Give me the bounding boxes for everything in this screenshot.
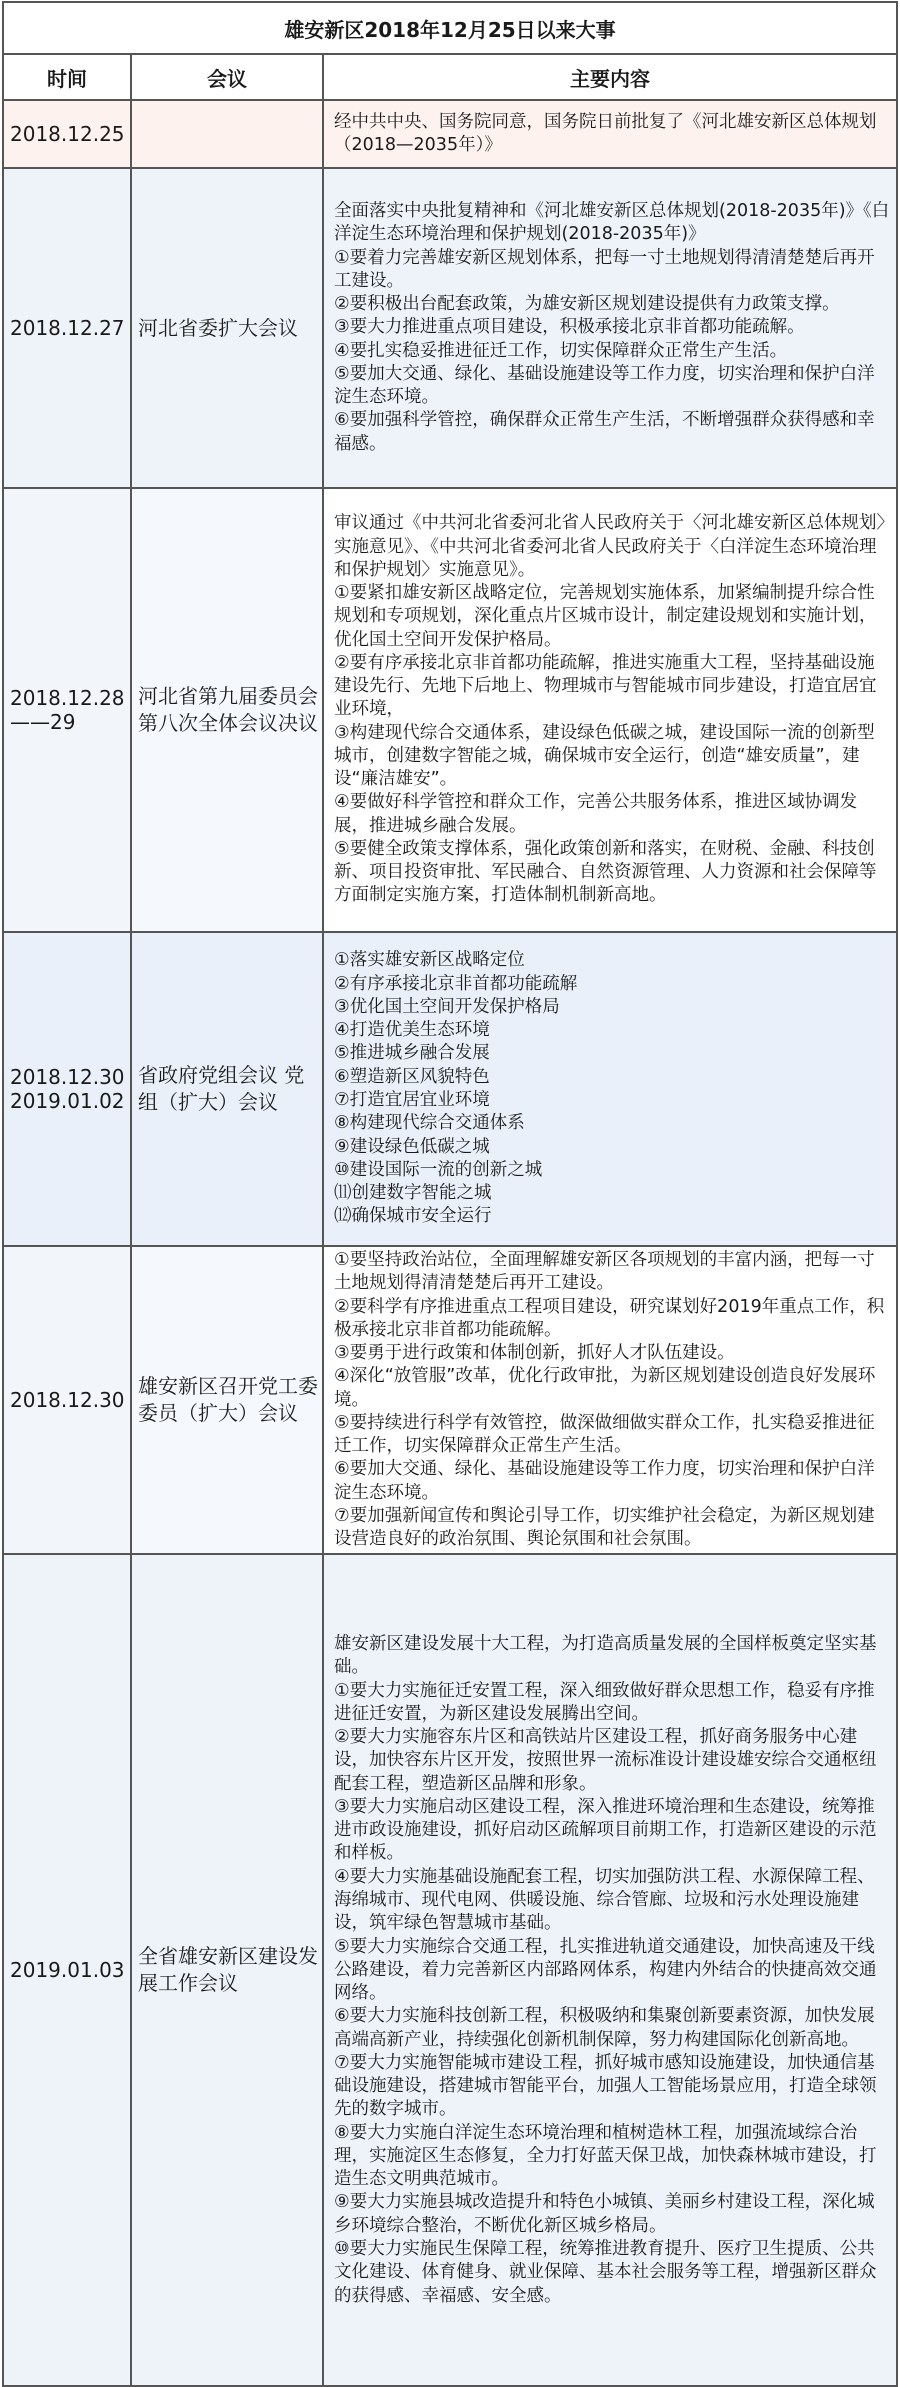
content-line: ③构建现代综合交通体系，建设绿色低碳之城，建设国际一流的创新型城市，创建数字智能之城，确保城市安全运行，创造“雄安质量”，建设“廉洁雄安”。 bbox=[334, 722, 875, 790]
date-cell: 2018.12.30 2019.01.02 bbox=[3, 932, 131, 1246]
content-line: ⑦要大力实施智能城市建设工程，抓好城市感知设施建设，加快通信基础设施建设，搭建城市智能平台，加强人工智能场景应用，打造全球领先的数字城市。 bbox=[334, 2052, 877, 2120]
content-cell bbox=[323, 1246, 897, 1554]
content-line: ②要积极出台配套政策，为雄安新区规划建设提供有力政策支撑。 bbox=[334, 294, 840, 315]
content-line: ①要着力完善雄安新区规划体系，把每一寸土地规划得清清楚楚后再开工建设。 bbox=[334, 247, 875, 291]
header-content: 主要内容 bbox=[323, 54, 897, 100]
content-line: ④打造优美生态环境 bbox=[334, 1020, 490, 1041]
content-line: ⑨建设绿色低碳之城 bbox=[334, 1136, 490, 1157]
meeting-cell bbox=[131, 100, 323, 168]
content-line: ⑨要大力实施县城改造提升和特色小城镇、美丽乡村建设工程，深化城乡环境综合整治，不断优化新区城乡格局。 bbox=[334, 2192, 875, 2236]
content-line: 审议通过《中共河北省委河北省人民政府关于〈河北雄安新区总体规划〉实施意见》、《中共河北省委河北省人民政府关于〈白洋淀生态环境治理和保护规划〉实施意见》。 bbox=[334, 513, 886, 580]
table-title: 雄安新区2018年12月25日以来大事 bbox=[3, 2, 897, 54]
content-line: ④要大力实施基础设施配套工程，切实加强防洪工程、水源保障工程、海绵城市、现代电网、供暖设施、综合管廊、垃圾和污水处理设施建设，筑牢绿色智慧城市基础。 bbox=[334, 1866, 875, 1934]
content-line: ①要大力实施征迁安置工程，深入细致做好群众思想工作，稳妥有序推进征迁安置，为新区建设发展腾出空间。 bbox=[334, 1680, 875, 1724]
content-line: 全面落实中央批复精神和《河北雄安新区总体规划(2018-2035年)》《白洋淀生态环境治理和保护规划(2018-2035年)》 bbox=[334, 201, 890, 245]
content-line: ⑩建设国际一流的创新之城 bbox=[334, 1159, 543, 1180]
content-line: ①落实雄安新区战略定位 bbox=[334, 950, 525, 971]
content-cell bbox=[323, 168, 897, 488]
content-line: ⑤要大力实施综合交通工程，扎实推进轨道交通建设，加快高速及干线公路建设，着力完善新区内部路网体系，构建内外结合的快捷高效交通网络。 bbox=[334, 1936, 877, 2004]
content-line: ⑤推进城乡融合发展 bbox=[334, 1043, 490, 1064]
meeting-cell: 河北省第九届委员会第八次全体会议决议 bbox=[131, 488, 323, 932]
meeting-cell: 雄安新区召开党工委委员（扩大）会议 bbox=[131, 1246, 323, 1554]
table-row bbox=[3, 168, 897, 488]
content-line: ④要扎实稳妥推进征迁工作，切实保障群众正常生产生活。 bbox=[334, 340, 788, 361]
content-line: ⑥要加强科学管控，确保群众正常生产生活，不断增强群众获得感和幸福感。 bbox=[334, 410, 875, 454]
content-line: ⑾创建数字智能之城 bbox=[334, 1183, 492, 1204]
content-line: ④深化“放管服”改革，优化行政审批，为新区规划建设创造良好发展环境。 bbox=[334, 1366, 876, 1410]
table-row bbox=[3, 1554, 897, 2386]
table-row bbox=[3, 488, 897, 932]
content-line: ②有序承接北京非首都功能疏解 bbox=[334, 973, 578, 994]
content-cell bbox=[323, 1554, 897, 2386]
content-line: ⑧构建现代综合交通体系 bbox=[334, 1113, 525, 1134]
content-line: 雄安新区建设发展十大工程，为打造高质量发展的全国样板奠定坚实基础。 bbox=[334, 1634, 877, 1678]
content-line: ③要大力推进重点项目建设，积极承接北京非首都功能疏解。 bbox=[334, 317, 805, 338]
table-row bbox=[3, 932, 897, 1246]
header-meeting: 会议 bbox=[131, 54, 323, 100]
content-line: ①要坚持政治站位，全面理解雄安新区各项规划的丰富内涵，把每一寸土地规划得清清楚楚后再开工建设。 bbox=[334, 1250, 875, 1294]
date-cell: 2018.12.27 bbox=[3, 168, 131, 488]
content-line: ⑤要持续进行科学有效管控，做深做细做实群众工作，扎实稳妥推进征迁工作，切实保障群众正常生产生活。 bbox=[334, 1412, 875, 1457]
header-row bbox=[3, 54, 897, 100]
table-row bbox=[3, 1246, 897, 1554]
header-date: 时间 bbox=[3, 54, 131, 100]
content-line: ⑥塑造新区风貌特色 bbox=[334, 1066, 490, 1087]
meeting-cell: 河北省委扩大会议 bbox=[131, 168, 323, 488]
content-line: ⑤要加大交通、绿化、基础设施建设等工作力度，切实治理和保护白洋淀生态环境。 bbox=[334, 363, 875, 408]
events-table bbox=[2, 1, 898, 2387]
content-line: ②要科学有序推进重点工程项目建设，研究谋划好2019年重点工作，积极承接北京非首都功能疏解。 bbox=[334, 1296, 885, 1340]
content-cell bbox=[323, 932, 897, 1246]
content-line: ⑤要健全政策支撑体系，强化政策创新和落实，在财税、金融、科技创新、项目投资审批、军民融合、自然资源管理、人力资源和社会保障等方面制定实施方案，打造体制机制新高地。 bbox=[334, 838, 877, 906]
content-line: 经中共中央、国务院同意，国务院日前批复了《河北雄安新区总体规划（2018—2035年）》 bbox=[334, 111, 877, 155]
date-cell: 2018.12.28——29 bbox=[3, 488, 131, 932]
content-line: ③优化国土空间开发保护格局 bbox=[334, 996, 560, 1017]
content-cell bbox=[323, 100, 897, 168]
content-line: ⑦要加强新闻宣传和舆论引导工作，切实维护社会稳定，为新区规划建设营造良好的政治氛围、舆论氛围和社会氛围。 bbox=[334, 1505, 875, 1550]
content-line: ①要紧扣雄安新区战略定位，完善规划实施体系，加紧编制提升综合性规划和专项规划，深化重点片区城市设计，制定建设规划和实施计划，优化国土空间开发保护格局。 bbox=[334, 583, 877, 650]
table-row bbox=[3, 100, 897, 168]
content-line: ③要大力实施启动区建设工程，深入推进环境治理和生态建设，统筹推进市政设施建设，抓好启动区疏解项目前期工作，打造新区建设的示范和样板。 bbox=[334, 1796, 877, 1864]
meeting-cell: 省政府党组会议 党组（扩大）会议 bbox=[131, 932, 323, 1246]
content-line: ③要勇于进行政策和体制创新，抓好人才队伍建设。 bbox=[334, 1343, 735, 1364]
content-line: ②要大力实施容东片区和高铁站片区建设工程，抓好商务服务中心建设，加快容东片区开发，按照世界一流标准设计建设雄安综合交通枢纽配套工程，塑造新区品牌和形象。 bbox=[334, 1727, 877, 1794]
date-cell: 2018.12.30 bbox=[3, 1246, 131, 1554]
date-cell: 2019.01.03 bbox=[3, 1554, 131, 2386]
content-cell bbox=[323, 488, 897, 932]
content-line: ⑧要大力实施白洋淀生态环境治理和植树造林工程，加强流域综合治理，实施淀区生态修复，全力打好蓝天保卫战，加快森林城市建设，打造生态文明典范城市。 bbox=[334, 2122, 877, 2190]
content-line: ②要有序承接北京非首都功能疏解，推进实施重大工程，坚持基础设施建设先行、先地下后地上、物理城市与智能城市同步建设，打造宜居宜业环境， bbox=[334, 652, 877, 720]
content-line: ⑥要加大交通、绿化、基础设施建设等工作力度，切实治理和保护白洋淀生态环境。 bbox=[334, 1459, 875, 1503]
content-line: ⑩要大力实施民生保障工程，统筹推进教育提升、医疗卫生提质、公共文化建设、体育健身、就业保障、基本社会服务等工程，增强新区群众的获得感、幸福感、安全感。 bbox=[334, 2239, 877, 2306]
date-cell: 2018.12.25 bbox=[3, 100, 131, 168]
content-line: ⑿确保城市安全运行 bbox=[334, 1206, 492, 1227]
content-line: ⑦打造宜居宜业环境 bbox=[334, 1090, 490, 1110]
content-line: ⑥要大力实施科技创新工程，积极吸纳和集聚创新要素资源，加快发展高端高新产业，持续强化创新机制保障，努力构建国际化创新高地。 bbox=[334, 2006, 875, 2050]
content-line: ④要做好科学管控和群众工作，完善公共服务体系，推进区域协调发展，推进城乡融合发展。 bbox=[334, 792, 858, 836]
meeting-cell: 全省雄安新区建设发展工作会议 bbox=[131, 1554, 323, 2386]
